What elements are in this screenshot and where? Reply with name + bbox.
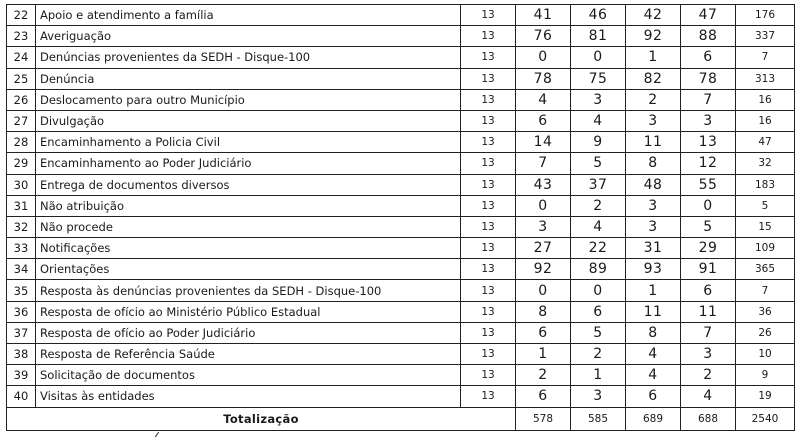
row-q4: 13 xyxy=(681,132,736,153)
row-q2: 5 xyxy=(571,322,626,343)
table-row xyxy=(7,344,795,365)
row-number: 24 xyxy=(7,47,36,68)
row-total: 16 xyxy=(736,110,795,131)
row-code: 13 xyxy=(461,153,516,174)
row-number: 28 xyxy=(7,132,36,153)
totals-q1: 578 xyxy=(516,407,571,430)
totals-row xyxy=(7,407,795,430)
row-description: Resposta às denúncias provenientes da SEDH - Disque-100 xyxy=(36,280,461,301)
row-number: 26 xyxy=(7,89,36,110)
row-code: 13 xyxy=(461,47,516,68)
row-code: 13 xyxy=(461,259,516,280)
row-q1: 0 xyxy=(516,280,571,301)
row-number: 36 xyxy=(7,301,36,322)
row-code: 13 xyxy=(461,301,516,322)
row-q4: 3 xyxy=(681,110,736,131)
row-number: 35 xyxy=(7,280,36,301)
row-number: 25 xyxy=(7,68,36,89)
totals-q4: 688 xyxy=(681,407,736,430)
row-q3: 8 xyxy=(626,153,681,174)
row-q2: 4 xyxy=(571,216,626,237)
table-row xyxy=(7,132,795,153)
row-q4: 5 xyxy=(681,216,736,237)
table-row xyxy=(7,26,795,47)
row-q3: 82 xyxy=(626,68,681,89)
table-row xyxy=(7,365,795,386)
row-q3: 11 xyxy=(626,301,681,322)
row-q2: 3 xyxy=(571,386,626,407)
row-code: 13 xyxy=(461,89,516,110)
table-row xyxy=(7,386,795,407)
row-description: Notificações xyxy=(36,238,461,259)
row-q4: 6 xyxy=(681,47,736,68)
row-total: 7 xyxy=(736,47,795,68)
row-number: 27 xyxy=(7,110,36,131)
row-description: Apoio e atendimento a família xyxy=(36,5,461,26)
row-q2: 0 xyxy=(571,47,626,68)
row-q3: 3 xyxy=(626,110,681,131)
row-q1: 43 xyxy=(516,174,571,195)
row-code: 13 xyxy=(461,386,516,407)
row-description: Não atribuição xyxy=(36,195,461,216)
row-total: 9 xyxy=(736,365,795,386)
row-description: Visitas às entidades xyxy=(36,386,461,407)
row-q2: 4 xyxy=(571,110,626,131)
row-number: 38 xyxy=(7,344,36,365)
totals-q3: 689 xyxy=(626,407,681,430)
table-row xyxy=(7,280,795,301)
row-q4: 7 xyxy=(681,322,736,343)
row-q3: 3 xyxy=(626,216,681,237)
row-q3: 8 xyxy=(626,322,681,343)
row-total: 19 xyxy=(736,386,795,407)
row-code: 13 xyxy=(461,68,516,89)
row-number: 33 xyxy=(7,238,36,259)
row-total: 337 xyxy=(736,26,795,47)
report-sheet xyxy=(6,4,795,431)
row-q1: 3 xyxy=(516,216,571,237)
row-q2: 89 xyxy=(571,259,626,280)
row-description: Denúncias provenientes da SEDH - Disque-100 xyxy=(36,47,461,68)
totals-grand-total: 2540 xyxy=(736,407,795,430)
row-q1: 92 xyxy=(516,259,571,280)
row-code: 13 xyxy=(461,280,516,301)
row-q1: 4 xyxy=(516,89,571,110)
row-total: 10 xyxy=(736,344,795,365)
row-q2: 2 xyxy=(571,195,626,216)
row-q2: 37 xyxy=(571,174,626,195)
row-q4: 29 xyxy=(681,238,736,259)
row-q3: 1 xyxy=(626,47,681,68)
row-description: Denúncia xyxy=(36,68,461,89)
row-q2: 6 xyxy=(571,301,626,322)
pen-mark xyxy=(155,432,159,437)
row-number: 32 xyxy=(7,216,36,237)
row-total: 183 xyxy=(736,174,795,195)
row-q2: 81 xyxy=(571,26,626,47)
row-q4: 4 xyxy=(681,386,736,407)
row-description: Orientações xyxy=(36,259,461,280)
row-total: 47 xyxy=(736,132,795,153)
row-q3: 31 xyxy=(626,238,681,259)
row-q2: 75 xyxy=(571,68,626,89)
row-total: 16 xyxy=(736,89,795,110)
table-row xyxy=(7,216,795,237)
row-q1: 1 xyxy=(516,344,571,365)
row-q3: 3 xyxy=(626,195,681,216)
row-description: Deslocamento para outro Município xyxy=(36,89,461,110)
row-q1: 27 xyxy=(516,238,571,259)
row-code: 13 xyxy=(461,238,516,259)
row-q4: 78 xyxy=(681,68,736,89)
row-q2: 46 xyxy=(571,5,626,26)
row-code: 13 xyxy=(461,344,516,365)
row-q1: 14 xyxy=(516,132,571,153)
row-q3: 11 xyxy=(626,132,681,153)
row-q4: 7 xyxy=(681,89,736,110)
row-q2: 2 xyxy=(571,344,626,365)
table-row xyxy=(7,322,795,343)
row-q4: 2 xyxy=(681,365,736,386)
row-q1: 6 xyxy=(516,322,571,343)
row-total: 109 xyxy=(736,238,795,259)
row-number: 23 xyxy=(7,26,36,47)
row-description: Resposta de Referência Saúde xyxy=(36,344,461,365)
row-q4: 3 xyxy=(681,344,736,365)
row-number: 30 xyxy=(7,174,36,195)
row-q4: 55 xyxy=(681,174,736,195)
row-code: 13 xyxy=(461,216,516,237)
row-q1: 41 xyxy=(516,5,571,26)
table-row xyxy=(7,153,795,174)
row-total: 15 xyxy=(736,216,795,237)
row-total: 313 xyxy=(736,68,795,89)
row-code: 13 xyxy=(461,365,516,386)
row-q3: 92 xyxy=(626,26,681,47)
table-row xyxy=(7,110,795,131)
row-description: Entrega de documentos diversos xyxy=(36,174,461,195)
table-row xyxy=(7,259,795,280)
row-q4: 0 xyxy=(681,195,736,216)
row-description: Averiguação xyxy=(36,26,461,47)
row-q3: 48 xyxy=(626,174,681,195)
row-q1: 6 xyxy=(516,386,571,407)
row-number: 29 xyxy=(7,153,36,174)
row-q2: 22 xyxy=(571,238,626,259)
row-total: 36 xyxy=(736,301,795,322)
row-q4: 12 xyxy=(681,153,736,174)
row-number: 22 xyxy=(7,5,36,26)
row-total: 5 xyxy=(736,195,795,216)
row-q1: 2 xyxy=(516,365,571,386)
row-total: 176 xyxy=(736,5,795,26)
row-q4: 6 xyxy=(681,280,736,301)
row-total: 32 xyxy=(736,153,795,174)
row-description: Encaminhamento ao Poder Judiciário xyxy=(36,153,461,174)
totals-q2: 585 xyxy=(571,407,626,430)
row-q2: 9 xyxy=(571,132,626,153)
row-total: 7 xyxy=(736,280,795,301)
row-q1: 8 xyxy=(516,301,571,322)
row-q1: 7 xyxy=(516,153,571,174)
row-q3: 93 xyxy=(626,259,681,280)
row-q3: 1 xyxy=(626,280,681,301)
row-number: 31 xyxy=(7,195,36,216)
row-q1: 6 xyxy=(516,110,571,131)
row-description: Resposta de ofício ao Ministério Público Estadual xyxy=(36,301,461,322)
row-code: 13 xyxy=(461,174,516,195)
row-code: 13 xyxy=(461,322,516,343)
row-q3: 6 xyxy=(626,386,681,407)
row-q4: 47 xyxy=(681,5,736,26)
row-q3: 42 xyxy=(626,5,681,26)
row-q2: 0 xyxy=(571,280,626,301)
row-q2: 1 xyxy=(571,365,626,386)
row-q1: 78 xyxy=(516,68,571,89)
row-number: 37 xyxy=(7,322,36,343)
row-description: Não procede xyxy=(36,216,461,237)
totals-label: Totalização xyxy=(7,407,516,430)
table-row xyxy=(7,238,795,259)
row-code: 13 xyxy=(461,195,516,216)
row-code: 13 xyxy=(461,110,516,131)
table-row xyxy=(7,5,795,26)
row-q1: 0 xyxy=(516,47,571,68)
attendance-table xyxy=(6,4,795,431)
row-total: 26 xyxy=(736,322,795,343)
table-row xyxy=(7,174,795,195)
table-row xyxy=(7,89,795,110)
row-total: 365 xyxy=(736,259,795,280)
row-q3: 4 xyxy=(626,344,681,365)
row-code: 13 xyxy=(461,26,516,47)
row-description: Divulgação xyxy=(36,110,461,131)
table-row xyxy=(7,68,795,89)
row-description: Resposta de ofício ao Poder Judiciário xyxy=(36,322,461,343)
row-number: 40 xyxy=(7,386,36,407)
table-row xyxy=(7,301,795,322)
row-q1: 0 xyxy=(516,195,571,216)
row-code: 13 xyxy=(461,5,516,26)
row-description: Encaminhamento a Policia Civil xyxy=(36,132,461,153)
row-q4: 91 xyxy=(681,259,736,280)
row-q3: 4 xyxy=(626,365,681,386)
table-row xyxy=(7,47,795,68)
row-number: 39 xyxy=(7,365,36,386)
row-q4: 11 xyxy=(681,301,736,322)
row-q2: 3 xyxy=(571,89,626,110)
row-number: 34 xyxy=(7,259,36,280)
row-q2: 5 xyxy=(571,153,626,174)
row-q4: 88 xyxy=(681,26,736,47)
row-q3: 2 xyxy=(626,89,681,110)
row-description: Solicitação de documentos xyxy=(36,365,461,386)
row-q1: 76 xyxy=(516,26,571,47)
table-body xyxy=(7,5,795,408)
row-code: 13 xyxy=(461,132,516,153)
table-row xyxy=(7,195,795,216)
